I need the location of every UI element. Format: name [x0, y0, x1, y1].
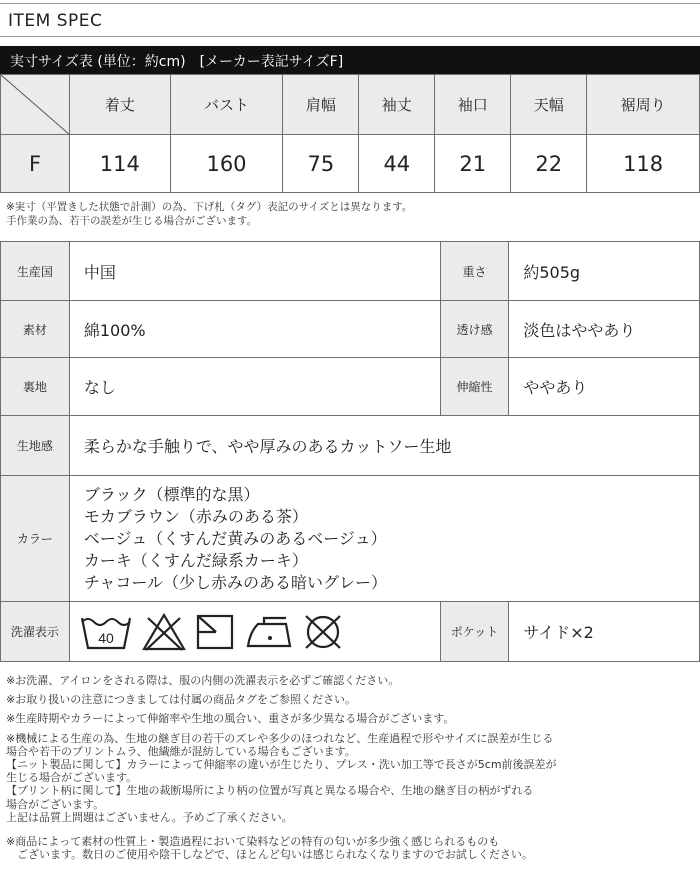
size-note-line: 手作業の為、若干の誤差が生じる場合がございます。 — [6, 215, 258, 227]
color-item: ブラック（標準的な黒） — [83, 484, 260, 504]
col-header-shoulder: 肩幅 — [283, 75, 359, 135]
size-table-header-row — [1, 75, 700, 135]
note-production — [6, 732, 696, 824]
col-header-sleeve: 袖丈 — [359, 75, 435, 135]
color-list — [69, 476, 699, 602]
note-production-line: 場合や若干のプリントムラ、他繊維が混紡している場合もございます。 — [6, 744, 356, 758]
material-label: 素材 — [1, 301, 70, 358]
spec-row-lining — [1, 358, 700, 416]
origin-label: 生産国 — [1, 242, 70, 301]
color-item: カーキ（くすんだ緑系カーキ） — [83, 550, 308, 570]
col-header-hem: 裾周り — [587, 75, 700, 135]
wash-symbols — [69, 602, 440, 662]
lining-value: なし — [69, 358, 440, 416]
lining-label: 裏地 — [1, 358, 70, 416]
note-production-line: 上記は品質上問題はございません。予めご了承ください。 — [6, 810, 293, 824]
value-hem: 118 — [587, 135, 700, 193]
note-production-line: 【プリント柄に関して】生地の裁断場所により柄の位置が写真と異なる場合や、生地の継ぎ目の柄がずれる — [6, 784, 534, 798]
note-production-line: 生じる場合がございます。 — [6, 771, 138, 785]
note-production-line: ※機械による生産の為、生地の継ぎ目の若干のズレや多少のほつれなど、生産過程で形やサイズに誤差が生じる — [6, 731, 554, 745]
material-value: 綿100% — [69, 301, 440, 358]
note-variation: ※生産時期やカラーによって伸縮率や生地の風合い、重さが多少異なる場合がございます。 — [6, 712, 455, 726]
note-odor-line: ございます。数日のご使用や陰干しなどで、ほとんど匂いは感じられなくなりますのでお試しください。 — [6, 848, 533, 862]
size-note — [6, 200, 412, 228]
pocket-label: ポケット — [440, 602, 509, 662]
note-odor — [6, 835, 696, 861]
color-item: チャコール（少し赤みのある暗いグレー） — [83, 572, 388, 592]
color-item: モカブラウン（赤みのある茶） — [83, 506, 308, 526]
size-label: F — [1, 135, 70, 193]
dry-flat-shade-icon — [196, 612, 234, 652]
col-header-bust: バスト — [170, 75, 283, 135]
value-shoulder: 75 — [283, 135, 359, 193]
item-spec-title-bar — [0, 3, 700, 37]
note-wash: ※お洗濯、アイロンをされる際は、服の内側の洗濯表示を必ずご確認ください。 — [6, 674, 400, 687]
col-header-neck-width: 天幅 — [511, 75, 587, 135]
texture-label: 生地感 — [1, 416, 70, 476]
notes-section — [6, 674, 696, 867]
texture-value: 柔らかな手触りで、やや厚みのあるカットソー生地 — [69, 416, 699, 476]
diagonal-line-icon — [1, 75, 70, 135]
value-cuff: 21 — [435, 135, 511, 193]
spec-table — [0, 241, 700, 662]
spec-row-texture — [1, 416, 700, 476]
stretch-label: 伸縮性 — [440, 358, 509, 416]
size-table — [0, 74, 700, 193]
note-production-line: 【ニット製品に関して】カラーによって伸縮率の違いが生じたり、プレス・洗い加工等で長さが5cm前後誤差が — [6, 758, 557, 772]
wash-label: 洗濯表示 — [1, 602, 70, 662]
sheer-value: 淡色はややあり — [509, 301, 700, 358]
corner-cell — [1, 75, 70, 135]
no-bleach-icon — [142, 612, 186, 652]
size-table-header — [0, 46, 700, 74]
spec-row-wash — [1, 602, 700, 662]
iron-low-icon — [244, 612, 292, 652]
pocket-value: サイド×2 — [509, 602, 700, 662]
spec-row-material — [1, 301, 700, 358]
value-sleeve: 44 — [359, 135, 435, 193]
size-row-f — [1, 135, 700, 193]
weight-value: 約505g — [509, 242, 700, 301]
col-header-length: 着丈 — [70, 75, 171, 135]
value-length: 114 — [70, 135, 171, 193]
note-care-tag: ※お取り扱いの注意につきましては付属の商品タグをご参照ください。 — [6, 693, 356, 707]
no-dry-clean-icon — [302, 612, 344, 652]
wash-temp-text: 40 — [98, 629, 114, 646]
size-table-title: 実寸サイズ表 (単位：約cm) [メーカー表記サイズF] — [10, 54, 344, 70]
page-title: ITEM SPEC — [8, 11, 103, 31]
weight-label: 重さ — [440, 242, 509, 301]
size-note-line: ※実寸（平置きした状態で計測）の為、下げ札（タグ）表記のサイズとは異なります。 — [6, 201, 413, 213]
color-item: ベージュ（くすんだ黄みのあるベージュ） — [83, 528, 387, 548]
col-header-cuff: 袖口 — [435, 75, 511, 135]
wash-40-icon — [80, 612, 132, 652]
stretch-value: ややあり — [509, 358, 700, 416]
sheer-label: 透け感 — [440, 301, 509, 358]
value-bust: 160 — [170, 135, 283, 193]
origin-value: 中国 — [69, 242, 440, 301]
color-label: カラー — [1, 476, 70, 602]
note-odor-line: ※商品によって素材の性質上・製造過程において染料などの特有の匂いが多少強く感じられるものも — [6, 835, 500, 849]
spec-row-origin — [1, 242, 700, 301]
value-neck-width: 22 — [511, 135, 587, 193]
spec-row-color — [1, 476, 700, 602]
note-production-line: 場合がございます。 — [6, 797, 105, 811]
